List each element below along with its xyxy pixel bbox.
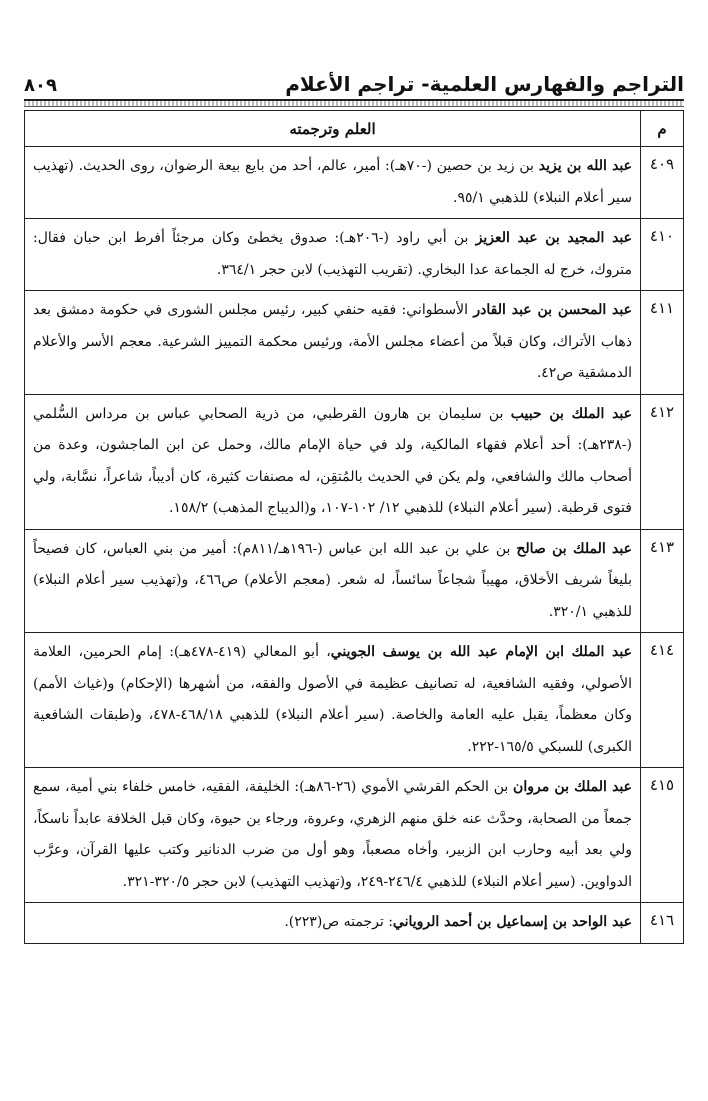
table-row bbox=[25, 903, 684, 944]
row-number: ٤٠٩ bbox=[641, 147, 684, 219]
table-row bbox=[25, 768, 684, 903]
row-biography bbox=[25, 394, 641, 529]
row-biography bbox=[25, 291, 641, 395]
row-number: ٤١٠ bbox=[641, 219, 684, 291]
column-header-number: م bbox=[641, 111, 684, 147]
row-number: ٤١٦ bbox=[641, 903, 684, 944]
biography-text: ، أبو المعالي (٤١٩-٤٧٨هـ): إمام الحرمين، العلامة الأصولي، وفقيه الشافعية، له تصانيف عظيمة في الأصول والفقه، من أشهرها (الإحكام) و(غياث الأمم) وكان معظماً، يقبل عليه العامة والخاصة. (سير أعلام النبلاء) للذهبي ٤٦٨/١٨-٤٧٨، و(طبقات الشافعية الكبرى) للسبكي ١٦٥/٥-٢٢٢. bbox=[33, 644, 633, 755]
biographies-table bbox=[24, 110, 684, 944]
person-name: عبد الملك ابن الإمام عبد الله بن يوسف الجويني bbox=[330, 644, 632, 660]
table-row bbox=[25, 529, 684, 633]
biography-text: بن سليمان بن هارون القرطبي، من ذرية الصحابي عباس بن مرداس السُّلمي (-٢٣٨هـ): أحد أعلام فقهاء المالكية، ولد في حياة الإمام مالك، وحمل عن ابن الماجشون، وعدة من أصحاب مالك والشافعي، ولم يكن في الحديث بالمُتقِن، له مصنفات كثيرة، كان أديباً، شاعراً، نسَّابة، ولي فتوى قرطبة. (سير أعلام النبلاء) للذهبي ١٢/ ١٠٢-١٠٧، و(الديباج المذهب) ١٥٨/٢. bbox=[33, 405, 632, 516]
row-biography bbox=[25, 768, 641, 903]
table-header-row bbox=[25, 111, 684, 147]
row-biography bbox=[25, 147, 641, 219]
person-name: عبد المجيد بن عبد العزيز bbox=[475, 230, 632, 246]
table-row bbox=[25, 291, 684, 395]
person-name: عبد الواحد بن إسماعيل بن أحمد الروياني bbox=[392, 914, 632, 930]
person-name: عبد الملك بن صالح bbox=[516, 540, 632, 557]
row-number: ٤١٤ bbox=[641, 633, 684, 768]
header-rule bbox=[24, 99, 684, 107]
row-biography bbox=[25, 903, 641, 944]
person-name: عبد المحسن بن عبد القادر bbox=[473, 302, 632, 318]
table-row bbox=[25, 219, 684, 291]
table-row bbox=[25, 394, 684, 529]
person-name: عبد الملك بن حبيب bbox=[510, 405, 632, 422]
page-header bbox=[24, 60, 684, 96]
table-row bbox=[25, 147, 684, 219]
biography-text: بن الحكم القرشي الأموي (٢٦-٨٦هـ): الخليفة، الفقيه، خامس خلفاء بني أمية، سمع جمعاً من الصحابة، وحدَّث عنه خلق منهم الزهري، وعروة، ورجاء بن حيوة، وكان قبل الخلافة عابداً ناسكاً، ولي بعد أبيه وحارب ابن الزبير، وأخاه مصعباً، وهو أول من ضرب الدنانير وكتب عليها القرآن، وعرَّب الدواوين. (سير أعلام النبلاء) للذهبي ٢٤٦/٤-٢٤٩، و(تهذيب التهذيب) لابن حجر ٣٢٠/٥-٣٢١. bbox=[33, 779, 632, 890]
biography-text: الأسطواني: فقيه حنفي كبير، رئيس مجلس الشورى في حكومة دمشق بعد ذهاب الأتراك، وكان قبلاً من أعضاء مجلس الأمة، ورئيس محكمة التمييز الشرعية. معجم الأسر والأعلام الدمشقية ص٤٢. bbox=[33, 302, 632, 381]
table-row bbox=[25, 633, 684, 768]
biography-text: : ترجمته ص(٢٢٣). bbox=[284, 914, 393, 930]
row-number: ٤١٣ bbox=[641, 529, 684, 633]
person-name: عبد الملك بن مروان bbox=[513, 779, 632, 795]
row-number: ٤١٥ bbox=[641, 768, 684, 903]
row-number: ٤١٢ bbox=[641, 394, 684, 529]
page-number: ٨٠٩ bbox=[24, 75, 57, 96]
row-biography bbox=[25, 529, 641, 633]
person-name: عبد الله بن يزيد bbox=[538, 158, 633, 174]
row-biography bbox=[25, 633, 641, 768]
row-biography bbox=[25, 219, 641, 291]
biography-text: بن علي بن عبد الله ابن عباس (-١٩٦هـ/٨١١م): أمير من بني العباس، كان فصيحاً بليغاً شريف الأخلاق، مهيباً شجاعاً سائساً، له شعر. (معجم الأعلام) ص٤٦٦، و(تهذيب سير أعلام النبلاء) للذهبي ٣٢٠/١. bbox=[33, 540, 632, 620]
column-header-person: العلم وترجمته bbox=[25, 111, 641, 147]
biography-text: بن زيد بن حصين (-٧٠هـ): أمير، عالم، أحد من بايع بيعة الرضوان، روى الحديث. (تهذيب سير أعلام النبلاء) للذهبي ٩٥/١. bbox=[33, 158, 632, 206]
row-number: ٤١١ bbox=[641, 291, 684, 395]
biography-text: بن أبي راود (-٢٠٦هـ): صدوق يخطئ وكان مرجئاً أفرط ابن حبان فقال: متروك، خرج له الجماعة عدا البخاري. (تقريب التهذيب) لابن حجر ٣٦٤/١. bbox=[33, 230, 632, 278]
running-title: التراجم والفهارس العلمية- تراجم الأعلام bbox=[285, 72, 684, 96]
